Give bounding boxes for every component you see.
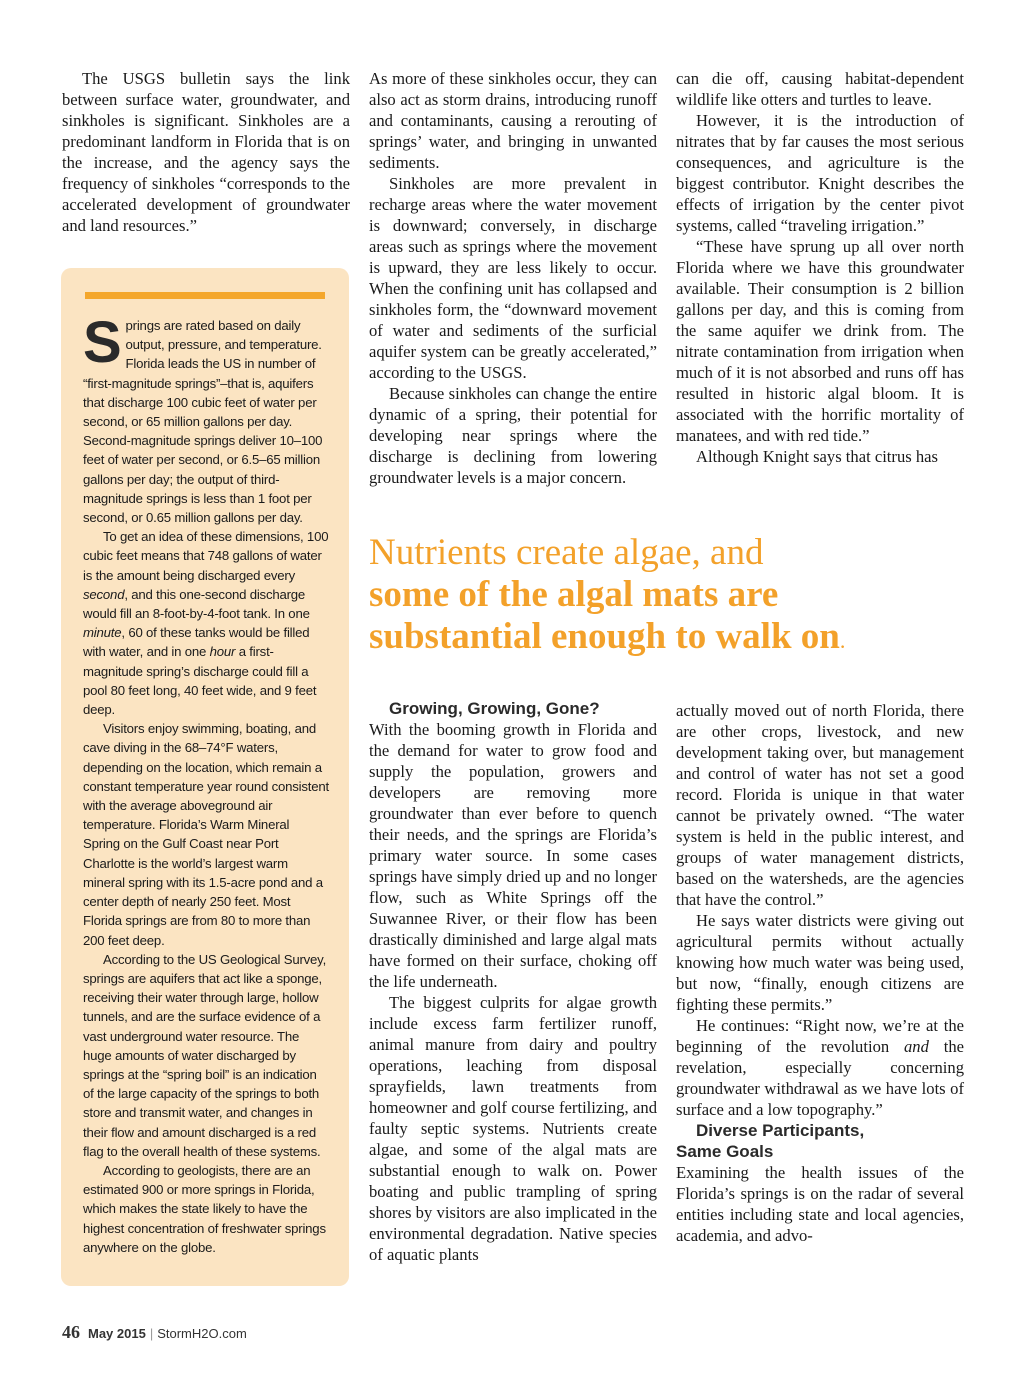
paragraph: The USGS bulletin says the link between surface water, groundwater, and sinkholes is significant. Sinkholes are a predominant landform in Florida that is on the increase, and the agency says the frequency of sinkholes “corresponds to the accelerated development of groundwater and land resources.” [62, 69, 350, 235]
paragraph: actually moved out of north Florida, there are other crops, livestock, and new development taking over, but management and control of water has not set a good record. Florida is unique in that water cannot be privately owned. “The water system is held in the public interest, and groups of water management districts, based on the watersheds, are the agencies that have the control.” [676, 701, 964, 909]
emphasis: and [904, 1037, 929, 1056]
paragraph: The biggest culprits for algae growth include excess farm fertilizer runoff, animal manure from dairy and poultry operations, leaching from disposal sprayfields, lawn treatments from homeowner and golf course fertilizing, and faulty septic systems. Nutrients create algae, and some of the algal mats are substantial enough to walk on. Power boating and public trampling of spring shores by visitors are also implicated in the environmental degradation. Native species of aquatic plants [369, 993, 657, 1264]
column-3 [676, 68, 964, 467]
text-span: , 60 of these tanks would be filled with water, and in one [83, 625, 310, 660]
sidebar-box [61, 268, 349, 1286]
heading-line: Diverse Participants, [696, 1121, 865, 1140]
site-name: StormH2O.com [157, 1326, 247, 1341]
paragraph [676, 1015, 964, 1120]
column-3-lower [676, 700, 964, 1246]
section-heading: Growing, Growing, Gone? [389, 699, 600, 718]
text-span: To get an idea of these dimensions, 100 cubic feet means that 748 gallons of water is the amount being discharged every [83, 529, 329, 583]
text-span: a first-magnitude spring’s discharge could fill a pool 80 feet long, 40 feet wide, and 9 feet deep. [83, 644, 317, 718]
emphasis: hour [209, 644, 236, 660]
column-1 [62, 68, 350, 236]
sidebar-paragraph [83, 310, 329, 527]
paragraph: Sinkholes are more prevalent in recharge areas where the water movement is downward; conversely, in discharge areas such as springs where the movement is upward, they are less likely to occur. When the confining unit has collapsed and sinkholes form, the “downward movement of water and sediments of the surficial aquifer system can be greatly accelerated,” according to the USGS. [369, 174, 657, 382]
column-2-lower [369, 698, 657, 1265]
sidebar-rule [85, 292, 325, 299]
emphasis: second [83, 586, 125, 602]
issue-date: May 2015 [88, 1326, 146, 1341]
pull-quote-line: some of the algal mats are [369, 574, 779, 615]
emphasis: minute [83, 625, 122, 641]
sidebar-paragraph: Visitors enjoy swimming, boating, and cave diving in the 68–74°F waters, depending on the location, which remain a constant temperature year round consistent with the average aboveground air temperature. Florida’s Warm Mineral Spring on the Gulf Coast near Port Charlotte is the world’s largest warm mineral spring with its 1.5-acre pond and a center depth of nearly 250 feet. Most Florida springs are from 80 to more than 200 feet deep. [83, 721, 329, 948]
sidebar-paragraph: According to the US Geological Survey, springs are aquifers that act like a sponge, receiving their water through large, hollow tunnels, and are the surface evidence of a vast underground water resource. The huge amounts of water discharged by springs at the “spring boil” is an indication of the large capacity of the springs to both store and transmit water, and changes in their flow and amount discharged is a red flag to the overall health of these systems. [83, 951, 327, 1159]
paragraph: With the booming growth in Florida and the demand for water to grow food and supply the population, growers and developers are removing more groundwater than ever before to quench their needs, and the springs are Florida’s primary water source. In some cases springs have simply dried up and no longer flow, such as White Springs off the Suwannee River, or their flow has been drastically diminished and large algal mats have formed on their surface, choking off the life underneath. [369, 720, 657, 991]
footer-separator: | [149, 1326, 154, 1341]
text-span: , and this one-second discharge would fill an 8-foot-by-4-foot tank. In one [83, 586, 310, 622]
drop-cap: S [83, 310, 122, 375]
paragraph: He says water districts were giving out agricultural permits without actually knowing how much water was being used, but now, “finally, enough citizens are fighting these permits.” [676, 911, 964, 1014]
text-span: the revelation, especially concerning groundwater withdrawal as we have lots of surface and a low topography.” [676, 1037, 964, 1119]
pull-quote-line [369, 616, 969, 662]
heading-line: Same Goals [676, 1142, 774, 1161]
sidebar-text-span: prings are rated based on daily output, pressure, and temperature. Florida leads the US in number of “first-magnitude springs”–that is, aquifers that discharge 100 cubic feet of water per second, or 65 million gallons per day. Second-magnitude springs deliver 10–100 feet of water per second, or 6.5–65 million gallons per day; the output of third-magnitude springs is less than 1 foot per second, or 0.65 million gallons per day. [83, 318, 323, 526]
page-number: 46 [62, 1322, 80, 1342]
text-span: He continues: “Right now, we’re at the beginning of the revolution [676, 1016, 964, 1056]
paragraph: However, it is the introduction of nitrates that by far causes the most serious consequences, and agriculture is the biggest contributor. Knight describes the effects of irrigation by the center pivot systems, called “traveling irrigation.” [676, 111, 964, 235]
sidebar-text [83, 310, 329, 1257]
paragraph: Because sinkholes can change the entire dynamic of a spring, their potential for developing near springs where the discharge is declining from lowering groundwater levels is a major concern. [369, 384, 657, 487]
paragraph: As more of these sinkholes occur, they can also act as storm drains, introducing runoff and contaminants, causing a rerouting of springs’ water, and bringing in unwanted sediments. [369, 69, 657, 172]
pull-quote [369, 532, 969, 662]
section-heading [676, 1120, 964, 1162]
pull-quote-text: substantial enough to walk on [369, 616, 840, 657]
paragraph: Examining the health issues of the Florida’s springs is on the radar of several entities including state and local agencies, academia, and advo- [676, 1163, 964, 1245]
paragraph: can die off, causing habitat-dependent wildlife like otters and turtles to leave. [676, 69, 964, 109]
pull-quote-period: . [839, 628, 846, 653]
paragraph: “These have sprung up all over north Florida where we have this groundwater available. Their consumption is 2 billion gallons per day, and this is coming from the same aquifer we drink from. The nitrate contamination from irrigation when much of it is not absorbed and runs off has resulted in historic algal bloom. It is associated with the horrific mortality of manatees, and with red tide.” [676, 237, 964, 445]
sidebar-paragraph: According to geologists, there are an estimated 900 or more springs in Florida, which makes the state likely to have the highest concentration of freshwater springs anywhere on the globe. [83, 1162, 326, 1255]
sidebar-paragraph [83, 527, 329, 719]
column-2 [369, 68, 657, 488]
paragraph: Although Knight says that citrus has [696, 447, 938, 466]
pull-quote-line: Nutrients create algae, and [369, 532, 764, 573]
page-footer [62, 1322, 247, 1343]
